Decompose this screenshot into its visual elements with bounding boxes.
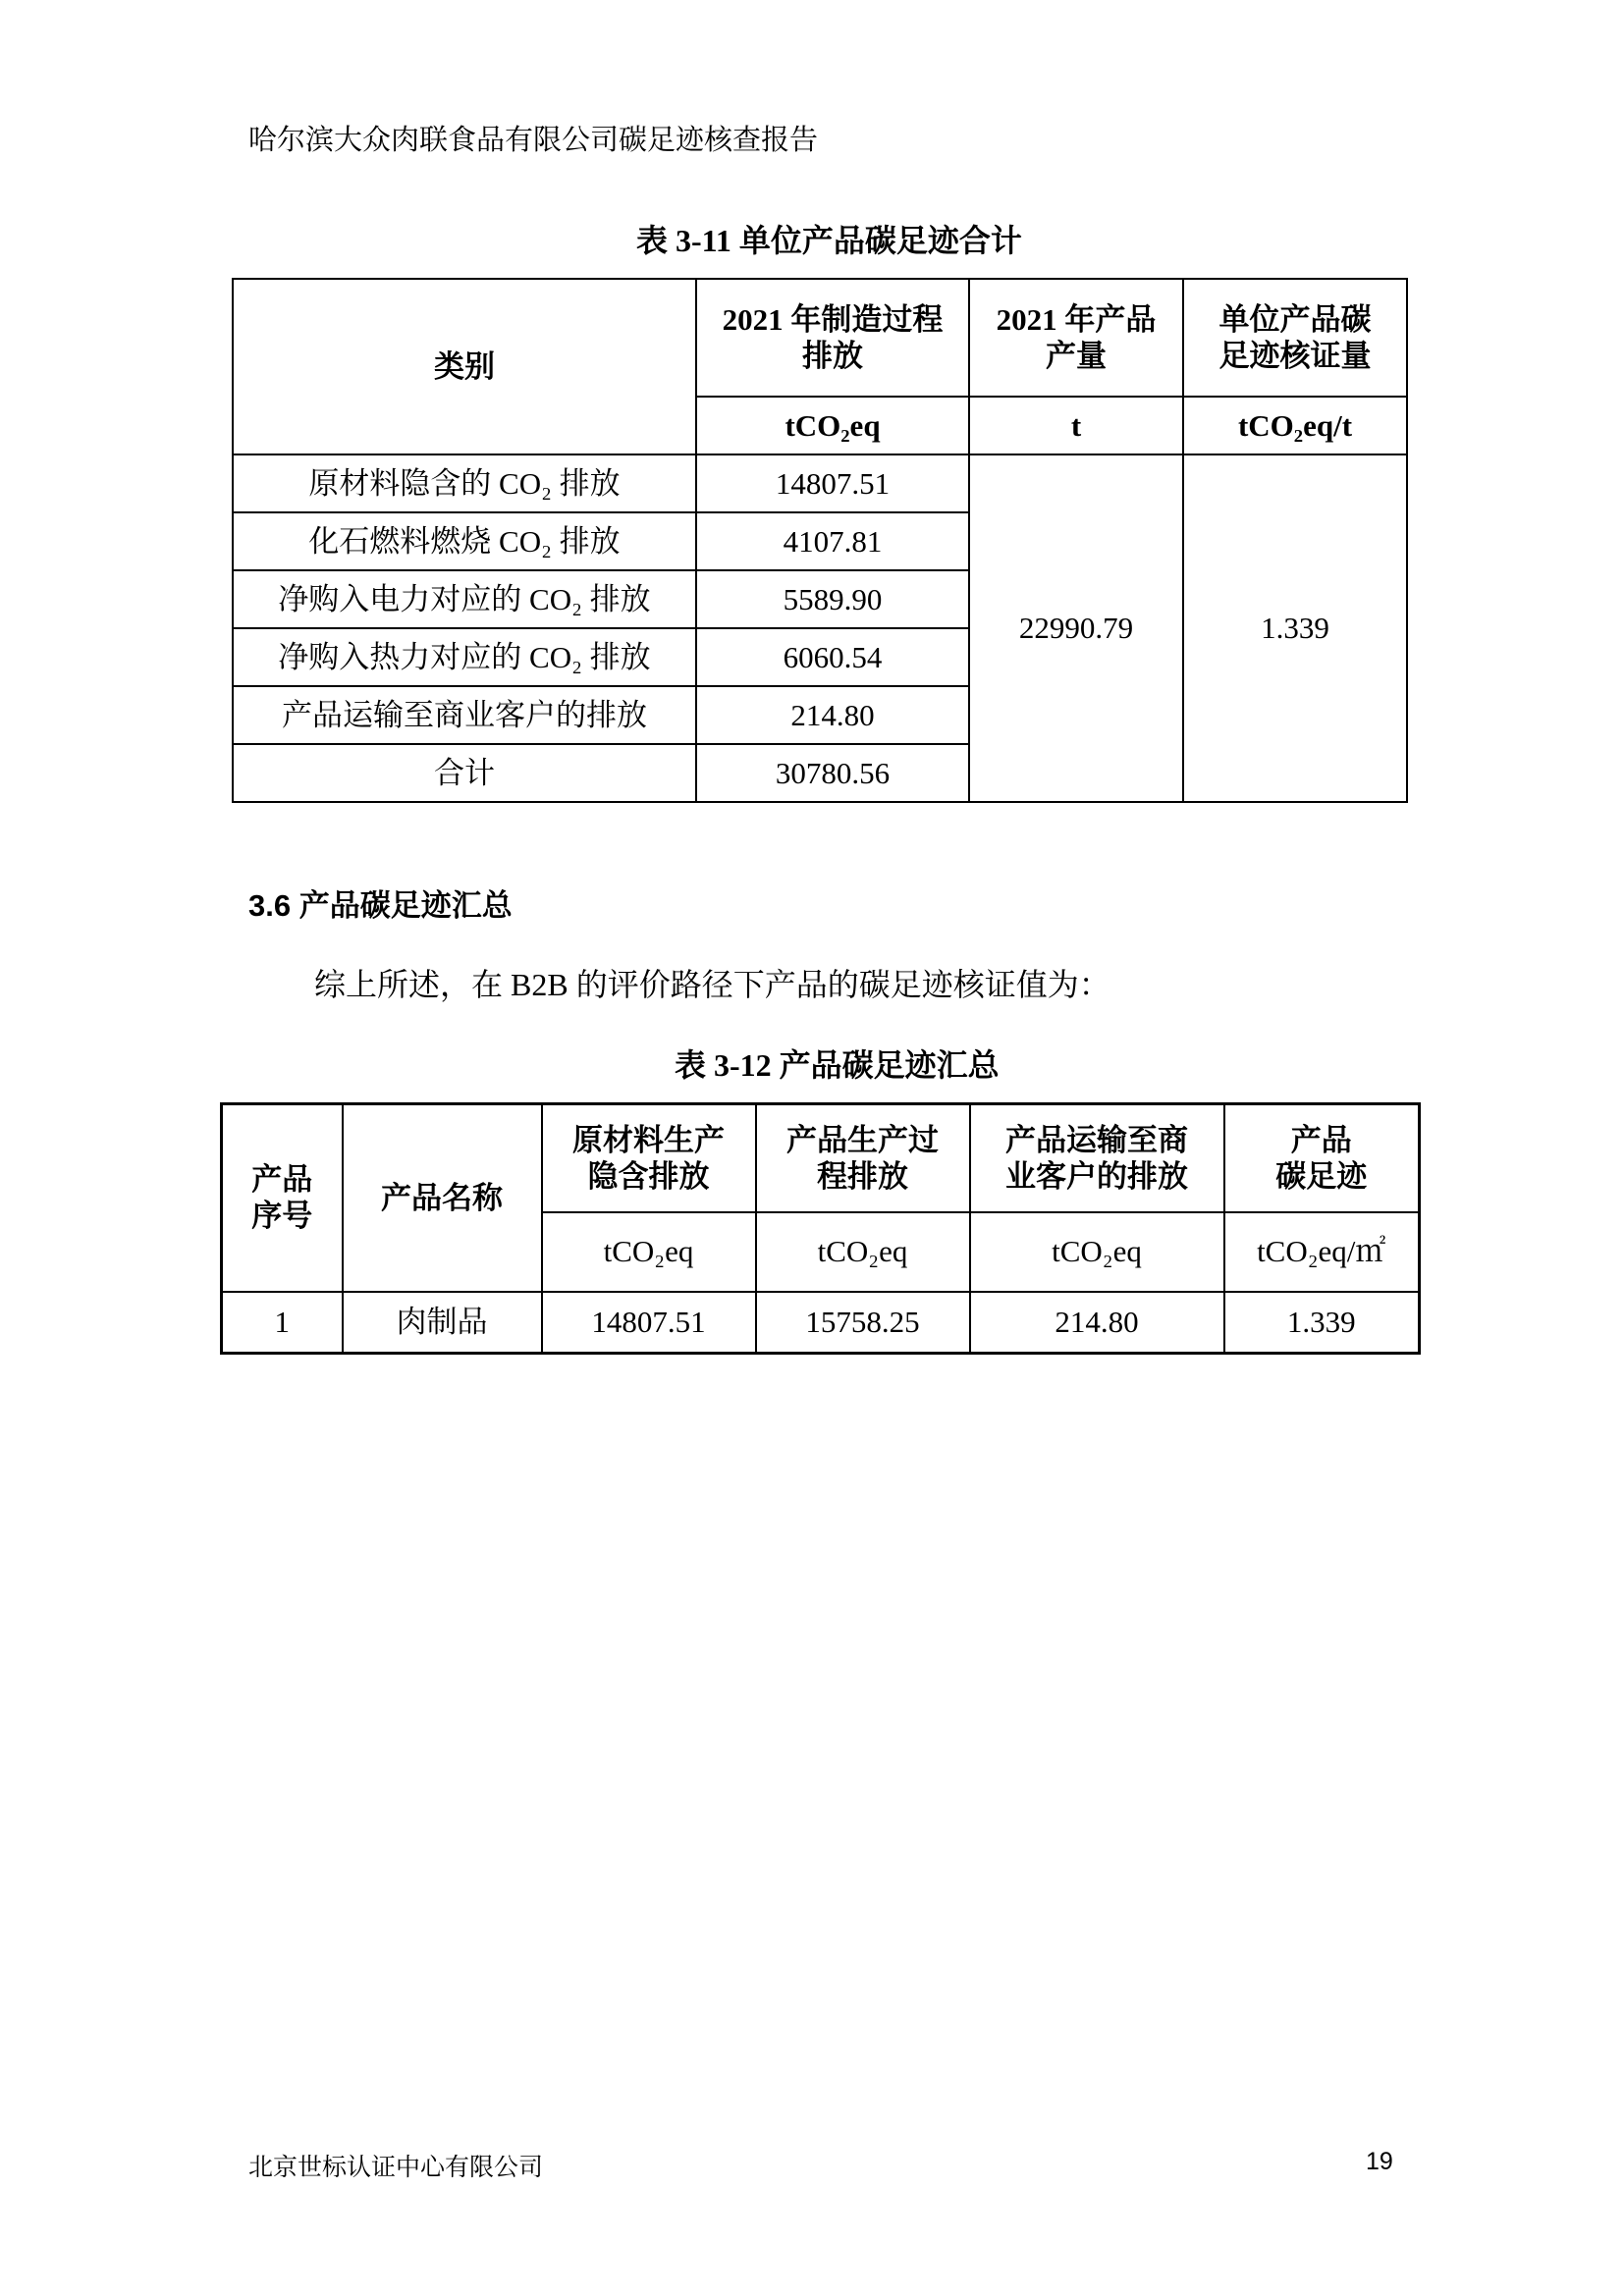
table-header-row [233, 279, 1407, 397]
header-line: 2021 年产品 [996, 301, 1157, 337]
row-category: 产品运输至商业客户的排放 [233, 686, 696, 744]
product-footprint-summary-table [220, 1102, 1421, 1355]
unit-footprint-value: 1.339 [1183, 454, 1407, 802]
row-value: 5589.90 [696, 570, 969, 628]
row-category: 原材料隐含的 CO₂ 排放 [233, 454, 696, 512]
section-heading: 3.6 产品碳足迹汇总 [248, 888, 513, 923]
table-3-12-caption: 表 3-12 产品碳足迹汇总 [675, 1047, 1000, 1083]
header-line: 足迹核证量 [1218, 339, 1372, 373]
header-line: 产品名称 [381, 1180, 503, 1215]
header-line: 原材料生产 [572, 1122, 725, 1157]
header-line: 碳足迹 [1275, 1158, 1368, 1194]
header-unit-footprint [1183, 279, 1407, 397]
unit-cell: tCO₂eq [970, 1212, 1224, 1292]
header-raw-material-emission [542, 1104, 756, 1212]
table-3-11-caption: 表 3-11 单位产品碳足迹合计 [636, 223, 1022, 258]
header-process-emission [756, 1104, 970, 1212]
row-value: 214.80 [696, 686, 969, 744]
header-line: 2021 年制造过程 [722, 301, 944, 337]
header-process-emission [696, 279, 969, 397]
header-product-name [343, 1104, 542, 1292]
unit-cell: t [969, 397, 1183, 454]
row-category: 净购入电力对应的 CO₂ 排放 [233, 570, 696, 628]
header-line: 产量 [1046, 339, 1107, 373]
header-line: 业客户的排放 [1005, 1158, 1188, 1194]
unit-cell: tCO₂eq/t [1183, 397, 1407, 454]
table-row [222, 1292, 1420, 1354]
header-line: 序号 [251, 1199, 313, 1234]
unit-cell: tCO₂eq/㎡ [1224, 1212, 1420, 1292]
footer-company: 北京世标认证中心有限公司 [248, 2154, 544, 2181]
report-header-title: 哈尔滨大众肉联食品有限公司碳足迹核查报告 [248, 125, 819, 156]
row-product-name: 肉制品 [343, 1292, 542, 1354]
row-category: 净购入热力对应的 CO₂ 排放 [233, 628, 696, 686]
row-value: 4107.81 [696, 512, 969, 570]
header-line: 隐含排放 [587, 1158, 710, 1194]
header-line: 产品运输至商 [1005, 1122, 1188, 1157]
header-line: 排放 [802, 339, 863, 373]
row-transport-emission: 214.80 [970, 1292, 1224, 1354]
page-number: 19 [1366, 2148, 1393, 2175]
header-product-number [222, 1104, 343, 1292]
header-line: 类别 [434, 348, 495, 384]
header-line: 产品 [251, 1162, 313, 1198]
unit-cell: tCO₂eq [696, 397, 969, 454]
header-transport-emission [970, 1104, 1224, 1212]
row-category: 合计 [233, 744, 696, 802]
body-paragraph: 综上所述，在 B2B 的评价路径下产品的碳足迹核证值为： [314, 967, 1110, 1002]
header-production [969, 279, 1183, 397]
unit-product-footprint-table [232, 278, 1408, 803]
row-value: 6060.54 [696, 628, 969, 686]
header-line: 程排放 [817, 1158, 908, 1194]
row-product-footprint: 1.339 [1224, 1292, 1420, 1354]
row-raw-material-emission: 14807.51 [542, 1292, 756, 1354]
header-product-footprint [1224, 1104, 1420, 1212]
production-value: 22990.79 [969, 454, 1183, 802]
header-line: 产品 [1290, 1122, 1352, 1157]
table-header-row [222, 1104, 1420, 1212]
header-line: 产品生产过 [786, 1122, 939, 1157]
row-value: 30780.56 [696, 744, 969, 802]
table-row [233, 454, 1407, 512]
unit-cell: tCO₂eq [542, 1212, 756, 1292]
row-product-number: 1 [222, 1292, 343, 1354]
row-process-emission: 15758.25 [756, 1292, 970, 1354]
row-category: 化石燃料燃烧 CO₂ 排放 [233, 512, 696, 570]
header-category [233, 279, 696, 454]
row-value: 14807.51 [696, 454, 969, 512]
unit-cell: tCO₂eq [756, 1212, 970, 1292]
header-line: 单位产品碳 [1218, 301, 1372, 337]
